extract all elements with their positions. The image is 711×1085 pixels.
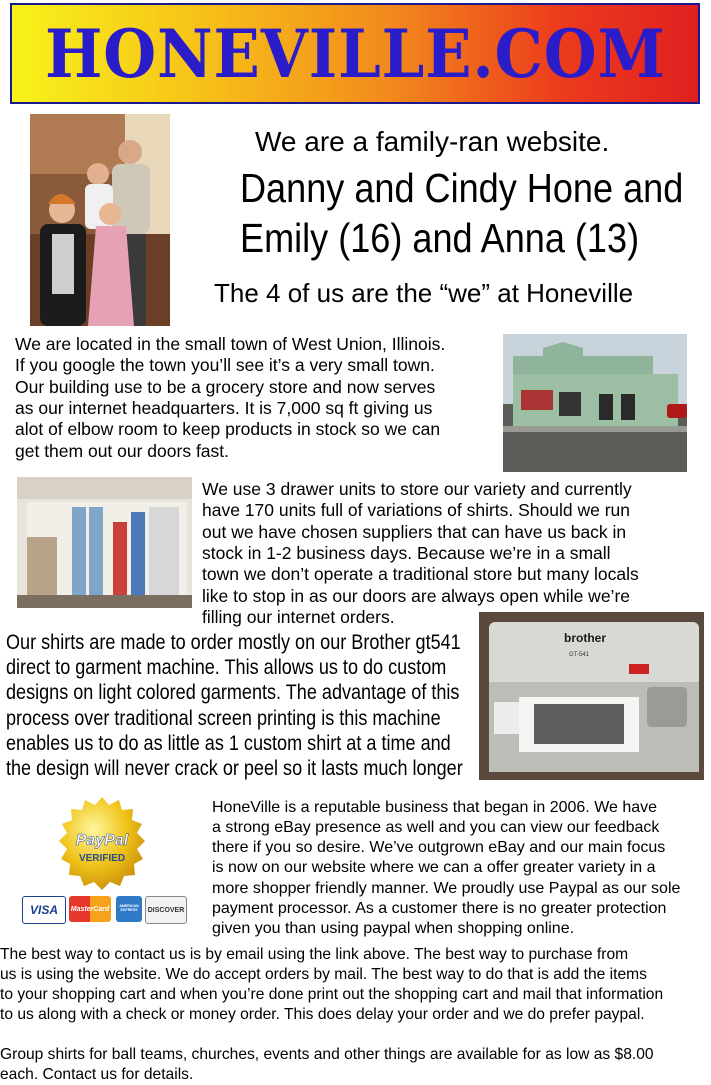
- paragraph-line: more shopper friendly manner. We proudly use Paypal as our sole: [212, 879, 681, 897]
- intro-line-1: We are a family-ran website.: [255, 126, 610, 157]
- paragraph-line: each. Contact us for details.: [0, 1065, 194, 1083]
- paragraph-line: us is using the website. We do accept orders by mail. The best way to do that is add the items: [0, 965, 647, 983]
- intro-line-4: The 4 of us are the “we” at Honeville: [214, 278, 634, 308]
- paragraph-line: Our shirts are made to order mostly on our Brother gt541: [6, 631, 461, 654]
- paragraph-line: We are located in the small town of West Union, Illinois.: [15, 334, 446, 354]
- paragraph-line: a strong eBay presence as well and you can view our feedback: [212, 819, 660, 837]
- paragraph-line: have 170 units full of variations of shirts. Should we run: [202, 500, 631, 521]
- paragraph-line: is now on our website where we can a offer greater variety in a: [212, 859, 656, 877]
- site-title: HONEVILLE.COM: [44, 14, 666, 93]
- paragraph-line: We use 3 drawer units to store our variety and currently: [202, 479, 632, 499]
- building-photo: [503, 334, 687, 472]
- storage-paragraph: [202, 479, 639, 628]
- paragraph-line: stock in 1-2 business days. Because we’re in a small: [202, 543, 611, 564]
- paragraph-line: enables us to do as little as 1 custom shirt at a time and: [6, 731, 451, 755]
- site-banner: [10, 3, 700, 104]
- paypal-verified-text: VERIFIED: [78, 853, 126, 864]
- paragraph-line: process over traditional screen printing is this machine: [6, 706, 441, 730]
- paragraph-line: out we have chosen suppliers that can have us back in: [202, 521, 627, 542]
- paypal-brand-text: PayPal: [75, 832, 129, 849]
- location-paragraph: [15, 334, 445, 462]
- paragraph-line: get them out our doors fast.: [15, 440, 230, 461]
- paragraph-line: the design will never crack or peel so it lasts much longer: [6, 756, 463, 780]
- paragraph-line: town we don’t operate a traditional store but many locals: [202, 564, 639, 585]
- paragraph-line: The best way to contact us is by email using the link above. The best way to purchase from: [0, 946, 629, 963]
- paragraph-line: HoneVille is a reputable business that began in 2006. We have: [212, 799, 658, 816]
- card-label: VISA: [29, 903, 58, 917]
- paragraph-line: Group shirts for ball teams, churches, events and other things are available for as low as $8.00: [0, 1046, 654, 1063]
- card-label: MasterCard: [70, 905, 110, 913]
- paragraph-line: there if you so desire. We’ve outgrown eBay and our main focus: [212, 839, 666, 857]
- paypal-verified-seal-icon: [50, 795, 154, 899]
- paragraph-line: to your shopping cart and when you’re done print out the shopping cart and mail that information: [0, 985, 664, 1003]
- family-photo: [30, 114, 170, 326]
- visa-card-icon: [22, 896, 66, 924]
- paragraph-line: payment processor. As a customer there is no greater protection: [212, 899, 667, 917]
- printer-photo: [479, 612, 704, 780]
- paragraph-line: direct to garment machine. This allows us to do custom: [6, 656, 447, 680]
- paragraph-line: to us along with a check or money order. This does delay your order and we do prefer paypal.: [0, 1005, 645, 1023]
- paragraph-line: If you google the town you’ll see it’s a very small town.: [15, 355, 435, 376]
- paragraph-line: Our building use to be a grocery store and now serves: [15, 376, 436, 397]
- contact-paragraph: [0, 945, 663, 1025]
- card-label: AMERICAN EXPRESS: [119, 904, 139, 912]
- about-paragraph: [212, 798, 680, 939]
- storage-photo: [17, 477, 192, 608]
- group-shirts-paragraph: [0, 1045, 654, 1085]
- printer-brand-text: brother: [564, 631, 606, 645]
- amex-card-icon: [116, 896, 142, 922]
- paragraph-line: alot of elbow room to keep products in stock so we can: [15, 419, 441, 440]
- paragraph-line: designs on light colored garments. The advantage of this: [6, 681, 460, 705]
- paragraph-line: like to stop in as our doors are always open while we’re: [202, 585, 630, 606]
- paragraph-line: filling our internet orders.: [202, 607, 395, 628]
- shirts-paragraph: [6, 630, 463, 781]
- discover-card-icon: [145, 896, 187, 924]
- paragraph-line: given you than using paypal when shopping online.: [212, 919, 575, 937]
- mastercard-icon: [69, 896, 111, 922]
- printer-model-text: GT-541: [569, 652, 590, 658]
- intro-line-2: Danny and Cindy Hone and: [240, 165, 684, 211]
- intro-line-3: Emily (16) and Anna (13): [240, 215, 640, 261]
- card-label: DISCOVER: [147, 906, 185, 914]
- paragraph-line: as our internet headquarters. It is 7,000 sq ft giving us: [15, 398, 433, 419]
